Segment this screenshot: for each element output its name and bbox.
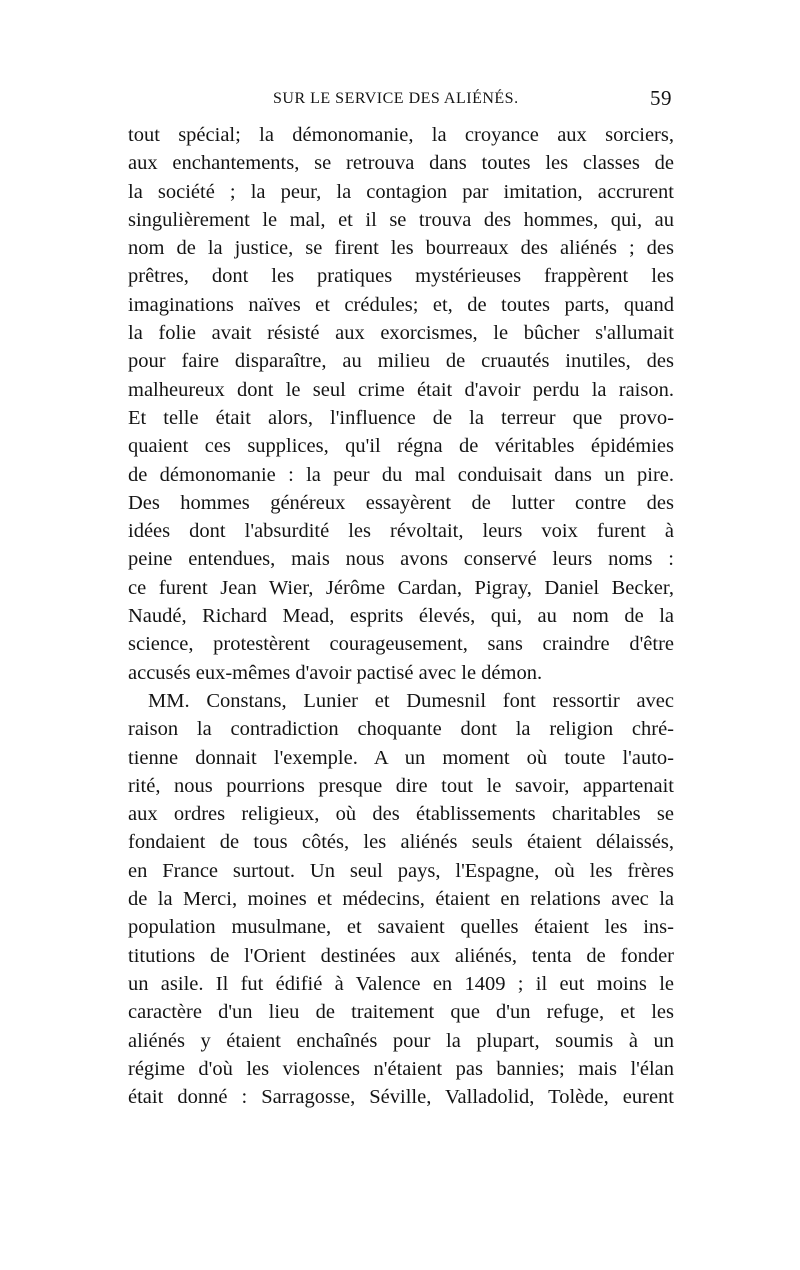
text-line: tout spécial; la démonomanie, la croyance aux sorciers, (128, 124, 674, 146)
text-line: aux ordres religieux, où des établissements charitables se (128, 803, 674, 826)
text-line: la société ; la peur, la contagion par imitation, accrurent (128, 180, 674, 203)
text-line: caractère d'un lieu de traitement que d'un refuge, et les (128, 1001, 674, 1024)
text-line: nom de la justice, se firent les bourreaux des aliénés ; des (128, 237, 674, 260)
text-line: fondaient de tous côtés, les aliénés seuls étaient délaissés, (128, 831, 674, 854)
text-line: population musulmane, et savaient quelles étaient les ins- (128, 916, 674, 939)
text-line: MM. Constans, Lunier et Dumesnil font ressortir avec (148, 689, 674, 712)
text-line: idées dont l'absurdité les révoltait, leurs voix furent à (128, 520, 674, 543)
running-title: SUR LE SERVICE DES ALIÉNÉS. (273, 90, 519, 107)
text-line: Et telle était alors, l'influence de la terreur que provo- (128, 406, 674, 429)
body-text (128, 121, 674, 1111)
text-line: aliénés y étaient enchaînés pour la plupart, soumis à un (128, 1029, 674, 1052)
page-number: 59 (650, 86, 672, 110)
text-line: de démonomanie : la peur du mal conduisait dans un pire. (128, 463, 674, 486)
text-line: singulièrement le mal, et il se trouva des hommes, qui, au (128, 208, 674, 231)
text-line: raison la contradiction choquante dont la religion chré- (128, 718, 674, 741)
text-line: de la Merci, moines et médecins, étaient en relations avec la (128, 888, 674, 911)
text-line: rité, nous pourrions presque dire tout le savoir, appartenait (128, 774, 674, 797)
text-line: aux enchantements, se retrouva dans toutes les classes de (128, 152, 674, 175)
text-line: quaient ces supplices, qu'il régna de véritables épidémies (128, 435, 674, 458)
text-line: en France surtout. Un seul pays, l'Espagne, où les frères (128, 859, 674, 882)
text-line: tienne donnait l'exemple. A un moment où toute l'auto- (128, 746, 674, 769)
text-line: un asile. Il fut édifié à Valence en 1409 ; il eut moins le (128, 972, 674, 995)
text-line: accusés eux-mêmes d'avoir pactisé avec le démon. (128, 661, 543, 684)
text-line: titutions de l'Orient destinées aux aliénés, tenta de fonder (128, 944, 674, 967)
text-line: Naudé, Richard Mead, esprits élevés, qui, au nom de la (128, 605, 674, 628)
text-line: science, protestèrent courageusement, sans craindre d'être (128, 633, 674, 656)
text-line: imaginations naïves et crédules; et, de toutes parts, quand (128, 293, 674, 316)
text-line: pour faire disparaître, au milieu de cruautés inutiles, des (128, 350, 674, 373)
text-line: peine entendues, mais nous avons conservé leurs noms : (128, 548, 674, 571)
text-line: ce furent Jean Wier, Jérôme Cardan, Pigray, Daniel Becker, (128, 576, 674, 599)
text-line: prêtres, dont les pratiques mystérieuses frappèrent les (128, 265, 674, 288)
text-line: Des hommes généreux essayèrent de lutter contre des (128, 491, 674, 514)
text-line: régime d'où les violences n'étaient pas bannies; mais l'élan (128, 1057, 674, 1080)
text-line: malheureux dont le seul crime était d'avoir perdu la raison. (128, 378, 674, 401)
text-line: était donné : Sarragosse, Séville, Valladolid, Tolède, eurent (128, 1086, 674, 1109)
text-line: la folie avait résisté aux exorcismes, le bûcher s'allumait (128, 322, 674, 345)
running-head (128, 86, 672, 114)
